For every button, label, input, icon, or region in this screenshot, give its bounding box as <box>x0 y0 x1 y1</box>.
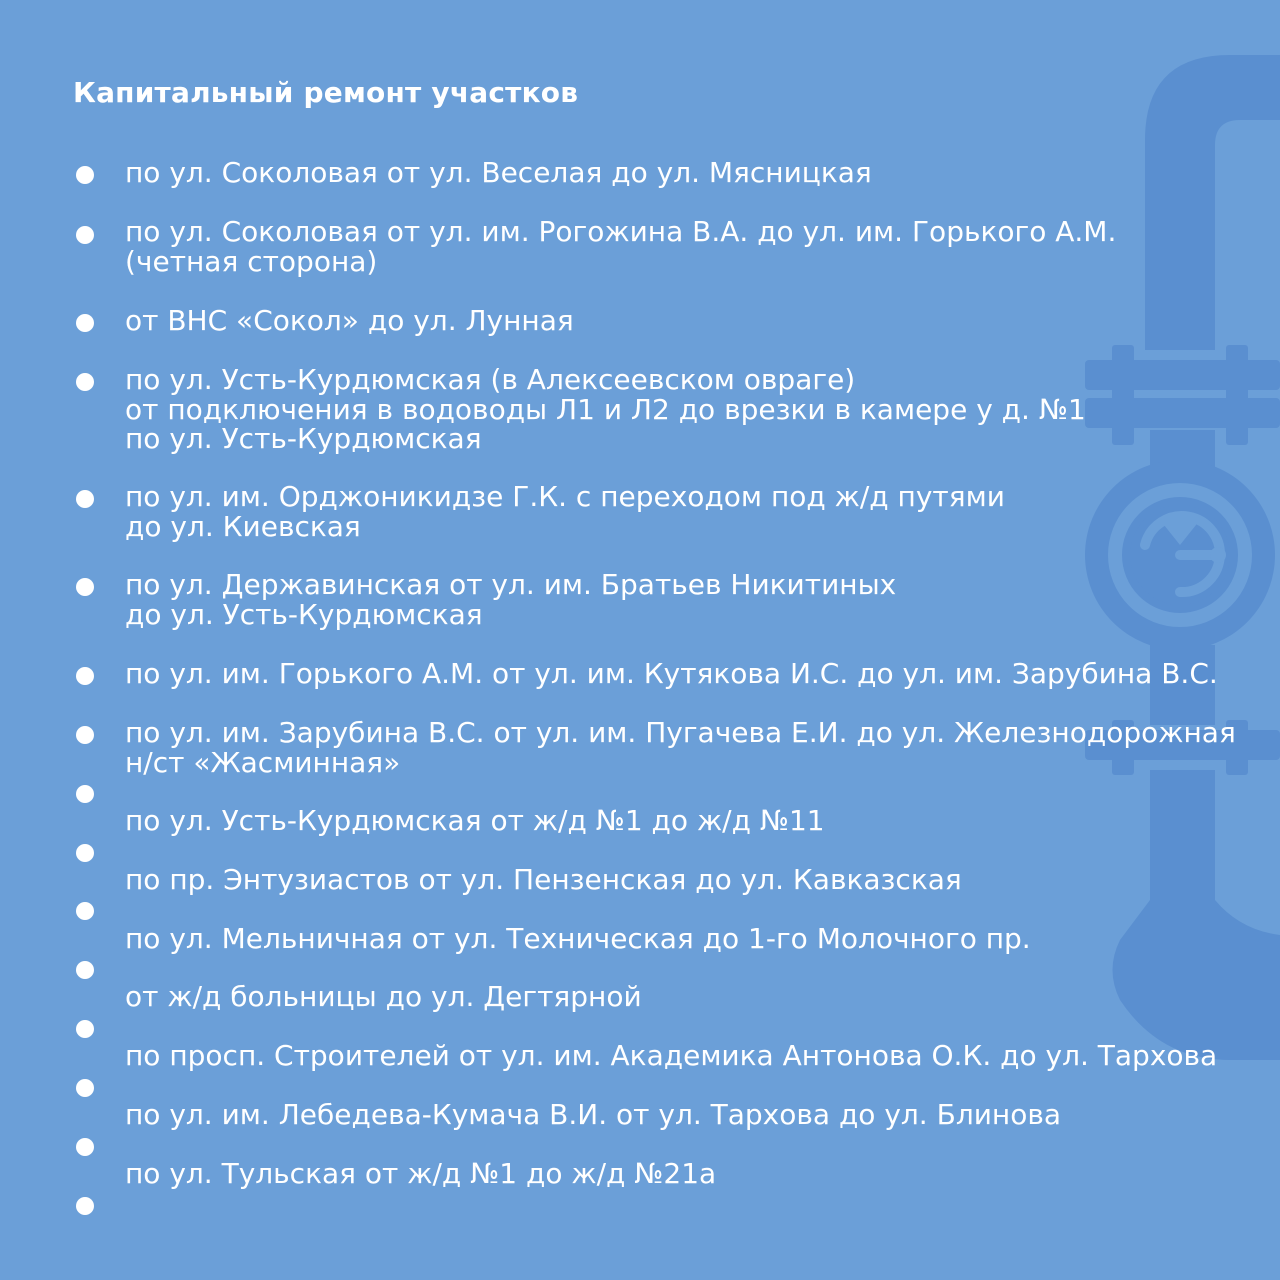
bullet-icon <box>76 314 94 332</box>
bullet-icon <box>76 1079 94 1097</box>
list-item: по ул. Соколовая от ул. им. Рогожина В.А. до ул. им. Горького А.М. (четная сторона) <box>125 215 1117 278</box>
list-item: по ул. Усть-Курдюмская (в Алексеевском овраге) от подключения в водоводы Л1 и Л2 до врезки в камере у д. №1 по ул. Усть-Курдюмская <box>125 363 1086 455</box>
list-item: по просп. Строителей от ул. им. Академика Антонова О.К. до ул. Тархова <box>125 1039 1218 1072</box>
list-item: от ВНС «Сокол» до ул. Лунная <box>125 304 574 337</box>
list-item: по ул. им. Зарубина В.С. от ул. им. Пугачева Е.И. до ул. Железнодорожная н/ст «Жасминная» <box>125 716 1236 779</box>
bullet-icon <box>76 1197 94 1215</box>
list-item: по ул. им. Лебедева-Кумача В.И. от ул. Тархова до ул. Блинова <box>125 1098 1062 1131</box>
list-item: по пр. Энтузиастов от ул. Пензенская до ул. Кавказская <box>125 863 962 896</box>
list-item: по ул. Усть-Курдюмская от ж/д №1 до ж/д №11 <box>125 804 825 837</box>
list-item: по ул. Тульская от ж/д №1 до ж/д №21а <box>125 1157 717 1190</box>
list-item: от ж/д больницы до ул. Дегтярной <box>125 980 642 1013</box>
bullet-icon <box>76 373 94 391</box>
bullet-icon <box>76 667 94 685</box>
bullet-icon <box>76 902 94 920</box>
list-item: по ул. Соколовая от ул. Веселая до ул. Мясницкая <box>125 156 872 189</box>
bullet-icon <box>76 1138 94 1156</box>
list-item: по ул. им. Горького А.М. от ул. им. Кутякова И.С. до ул. им. Зарубина В.С. <box>125 657 1218 690</box>
page-title: Капитальный ремонт участков <box>73 76 579 109</box>
bullet-icon <box>76 578 94 596</box>
list-item: по ул. Мельничная от ул. Техническая до 1-го Молочного пр. <box>125 922 1031 955</box>
bullet-icon <box>76 726 94 744</box>
bullet-icon <box>76 226 94 244</box>
bullet-icon <box>76 961 94 979</box>
bullet-icon <box>76 166 94 184</box>
bullet-icon <box>76 785 94 803</box>
bullet-icon <box>76 490 94 508</box>
bullet-icon <box>76 1020 94 1038</box>
bullet-icon <box>76 844 94 862</box>
list-item: по ул. им. Орджоникидзе Г.К. с переходом под ж/д путями до ул. Киевская <box>125 480 1005 543</box>
list-item: по ул. Державинская от ул. им. Братьев Никитиных до ул. Усть-Курдюмская <box>125 568 897 631</box>
